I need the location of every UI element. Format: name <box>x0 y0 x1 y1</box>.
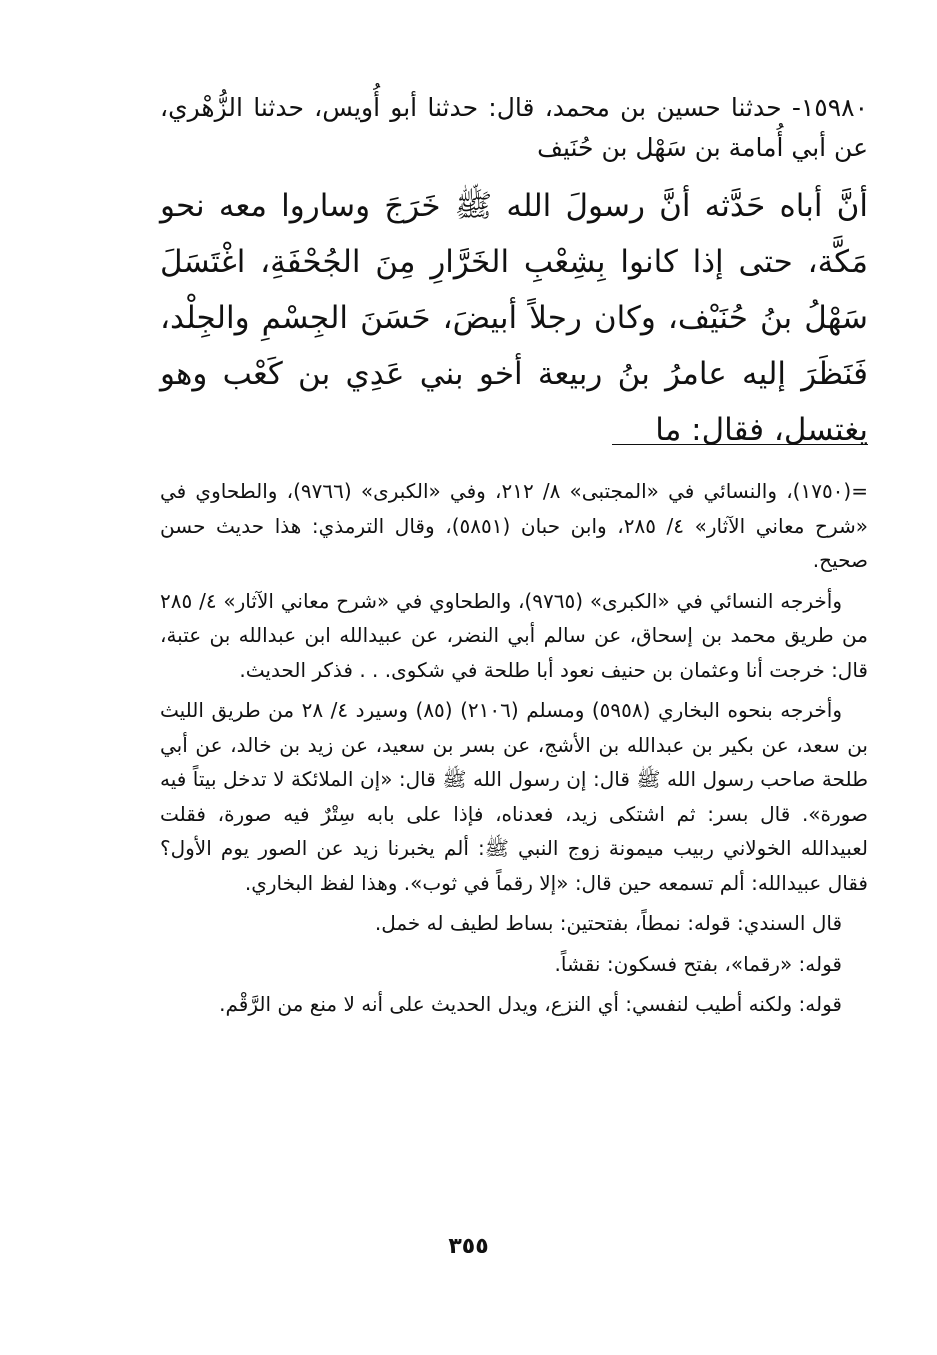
footnotes <box>160 474 868 1028</box>
footnote-divider <box>612 444 868 445</box>
footnote-paragraph: قوله: «رقما»، بفتح فسكون: نقشاً. <box>554 951 842 976</box>
footnote-paragraph: وأخرجه النسائي في «الكبرى» (٩٧٦٥)، والطحاوي في «شرح معاني الآثار» ٤/ ٢٨٥ من طريق محمد بن إسحاق، عن سالم أبي النضر، عن عبيدالله ابن عبدالله بن عتبة، قال: خرجت أنا وعثمان بن حنيف نعود أبا طلحة في شكوى. . . فذكر الحديث. <box>160 588 868 682</box>
footnote-paragraph: قوله: ولكنه أطيب لنفسي: أي النزع، ويدل الحديث على أنه لا منع من الرَّقْم. <box>219 992 842 1016</box>
hadith-text: أنَّ أباه حَدَّثه أنَّ رسولَ الله ﷺ خَرَجَ وساروا معه نحو مَكَّة، حتى إذا كانوا بِشِعْبِ الخَرَّارِ مِنَ الجُحْفَةِ، اغْتَسَلَ سَهْلُ بنُ حُنَيْف، وكان رجلاً أبيضَ، حَسَنَ الجِسْمِ والجِلْد، فَنَظَرَ إليه عامرُ بنُ ربيعة أخو بني عَدِي بن كَعْب وهو يغتسل، فقال: ما <box>160 188 868 448</box>
page-number: ٣٥٥ <box>448 1234 489 1259</box>
footnote-paragraph: وأخرجه بنحوه البخاري (٥٩٥٨) ومسلم (٢١٠٦) (٨٥) وسيرد ٤/ ٢٨ من طريق الليث بن سعد، عن بكير بن عبدالله بن الأشج، عن بسر بن سعيد، عن زيد بن خالد، عن أبي طلحة صاحب رسول الله ﷺ قال: إن رسول الله ﷺ قال: «إن الملائكة لا تدخل بيتاً فيه صورة». قال بسر: ثم اشتكى زيد، فعدناه، فإذا على بابه سِتْرٌ فيه صورة، فقلت لعبيدالله الخولاني ربيب ميمونة زوج النبي ﷺ: ألم يخبرنا زيد عن الصور يوم الأول؟ فقال عبيدالله: ألم تسمعه حين قال: «إلا رقماً في ثوب». وهذا لفظ البخاري. <box>160 698 868 895</box>
footnote-paragraph: =(١٧٥٠)، والنسائي في «المجتبى» ٨/ ٢١٢، وفي «الكبرى» (٩٧٦٦)، والطحاوي في «شرح معاني الآثار» ٤/ ٢٨٥، وابن حبان (٥٨٥١)، وقال الترمذي: هذا حديث حسن صحيح. <box>160 479 868 572</box>
hadith-header: ١٥٩٨٠- حدثنا حسين بن محمد، قال: حدثنا أبو أُويس، حدثنا الزُّهْري، عن أبي أُمامة بن سَهْل بن حُنَيف <box>160 93 868 162</box>
main-text <box>160 88 868 458</box>
footnote-paragraph: قال السندي: قوله: نمطاً، بفتحتين: بساط لطيف له خمل. <box>374 911 842 935</box>
